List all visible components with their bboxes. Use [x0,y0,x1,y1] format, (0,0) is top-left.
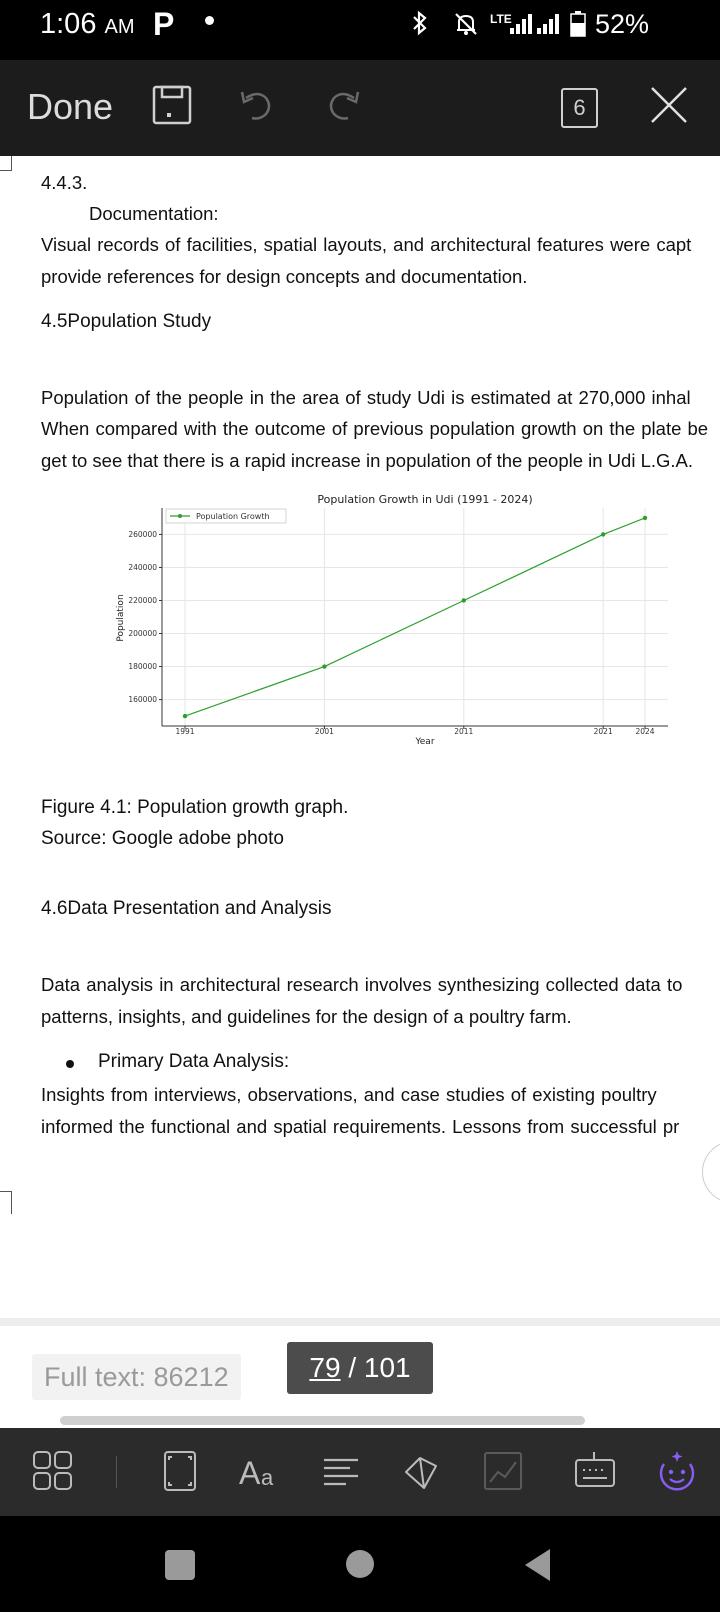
bullet-title: Primary Data Analysis: [98,1051,290,1072]
horizontal-scrollbar[interactable] [60,1416,585,1425]
figure-caption: Figure 4.1: Population growth graph. [41,797,349,818]
chart-series-line [185,518,645,716]
page-separator: / [340,1352,364,1383]
bottom-info-panel [0,1326,720,1428]
chart-y-tick-label: 200000 [128,629,157,639]
eraser-icon[interactable] [400,1448,446,1494]
population-growth-chart [110,488,690,768]
total-pages: 101 [363,1352,411,1383]
editor-toolbar [0,60,720,156]
documentation-heading: Documentation: [89,203,219,224]
page-corner-mark [0,156,12,171]
undo-icon[interactable] [236,84,278,126]
parking-icon: P [153,6,175,42]
recent-apps-icon[interactable] [165,1550,195,1580]
bottom-toolbar [0,1428,720,1516]
chart-y-tick-label: 260000 [128,529,157,539]
full-text-count: Full text: 86212 [32,1354,241,1400]
documentation-text-line: Visual records of facilities, spatial layouts, and architectural features were capt [41,234,692,255]
clock [40,8,135,41]
clock-time: 1:06 [40,8,97,40]
analysis-text-line: Data analysis in architectural research involves synthesizing collected data to [41,974,683,995]
battery-percent: 52% [595,9,650,39]
primary-analysis-text-line: Insights from interviews, observations, and case studies of existing poultry [41,1084,657,1105]
bluetooth-icon [411,10,429,36]
done-button[interactable]: Done [27,86,114,127]
font-size-icon[interactable] [237,1448,283,1494]
system-nav-bar [0,1516,720,1612]
chart-y-tick-label: 160000 [128,695,157,705]
toolbar-separator [116,1456,117,1488]
close-icon[interactable] [648,84,690,126]
page-count-icon[interactable]: 6 [561,88,598,128]
section-46-number: 4.6 [41,898,68,919]
chart-y-tick-label: 220000 [128,595,157,605]
floating-handle-icon[interactable] [702,1141,720,1203]
keyboard-icon[interactable] [572,1448,618,1494]
chart-y-tick-label: 240000 [128,562,157,572]
chart-x-tick-label: 2011 [454,727,474,736]
chart-x-tick-label: 2001 [314,727,334,736]
chart-y-axis-label: Population [116,594,126,642]
save-icon[interactable] [151,84,193,126]
section-45-title: Population Study [67,311,212,332]
chart-data-point [462,598,466,602]
chart-x-tick-label: 2021 [593,727,613,736]
redo-icon[interactable] [322,84,364,126]
status-bar [0,0,720,60]
section-45-number: 4.5 [41,311,68,332]
page-indicator[interactable] [287,1342,433,1394]
population-text-line: get to see that there is a rapid increase in population of the people in Udi L.G.A. [41,450,694,471]
documentation-text-line: provide references for design concepts and documentation. [41,266,528,287]
section-46-heading [41,898,331,920]
chart-x-tick-label: 1991 [175,727,195,736]
align-icon[interactable] [318,1448,364,1494]
back-icon[interactable] [522,1546,554,1584]
population-text-line: Population of the people in the area of study Udi is estimated at 270,000 inhal [41,387,691,408]
page-corner-mark [0,1191,12,1214]
analysis-text-line: patterns, insights, and guidelines for the design of a poultry farm. [41,1006,572,1027]
chart-y-tick-label: 180000 [128,662,157,672]
chart-data-point [643,516,647,520]
chart-legend-label: Population Growth [196,512,270,521]
network-label: LTE [490,12,512,26]
bullet-icon [66,1060,74,1068]
figure-source: Source: Google adobe photo [41,828,284,849]
chart-icon[interactable] [480,1448,526,1494]
chart-data-point [322,664,326,668]
bell-off-icon [453,11,479,37]
clock-ampm: AM [104,16,135,38]
svg-text:a: a [261,1465,274,1490]
battery-icon [570,11,586,37]
notification-dot-icon [205,16,214,25]
chart-x-tick-label: 2024 [635,727,655,736]
chart-title: Population Growth in Udi (1991 - 2024) [317,493,533,506]
section-number-443: 4.4.3. [41,172,88,193]
chart-legend-marker [178,514,182,518]
primary-analysis-text-line: informed the functional and spatial requirements. Lessons from successful pr [41,1116,680,1137]
home-icon[interactable] [346,1550,374,1578]
chart-x-axis-label: Year [415,737,435,747]
chart-data-point [183,714,187,718]
population-text-line: When compared with the outcome of previous population growth on the plate be [41,418,709,439]
chart-svg [110,488,690,768]
section-46-title: Data Presentation and Analysis [67,898,332,919]
fit-page-icon[interactable] [157,1448,203,1494]
assistant-icon[interactable] [654,1448,700,1494]
panel-divider [0,1318,720,1326]
chart-data-point [601,532,605,536]
layout-icon[interactable] [30,1448,76,1494]
section-45-heading [41,311,211,333]
signal-icon [510,12,560,36]
svg-text:A: A [239,1455,261,1491]
current-page[interactable]: 79 [309,1352,341,1383]
